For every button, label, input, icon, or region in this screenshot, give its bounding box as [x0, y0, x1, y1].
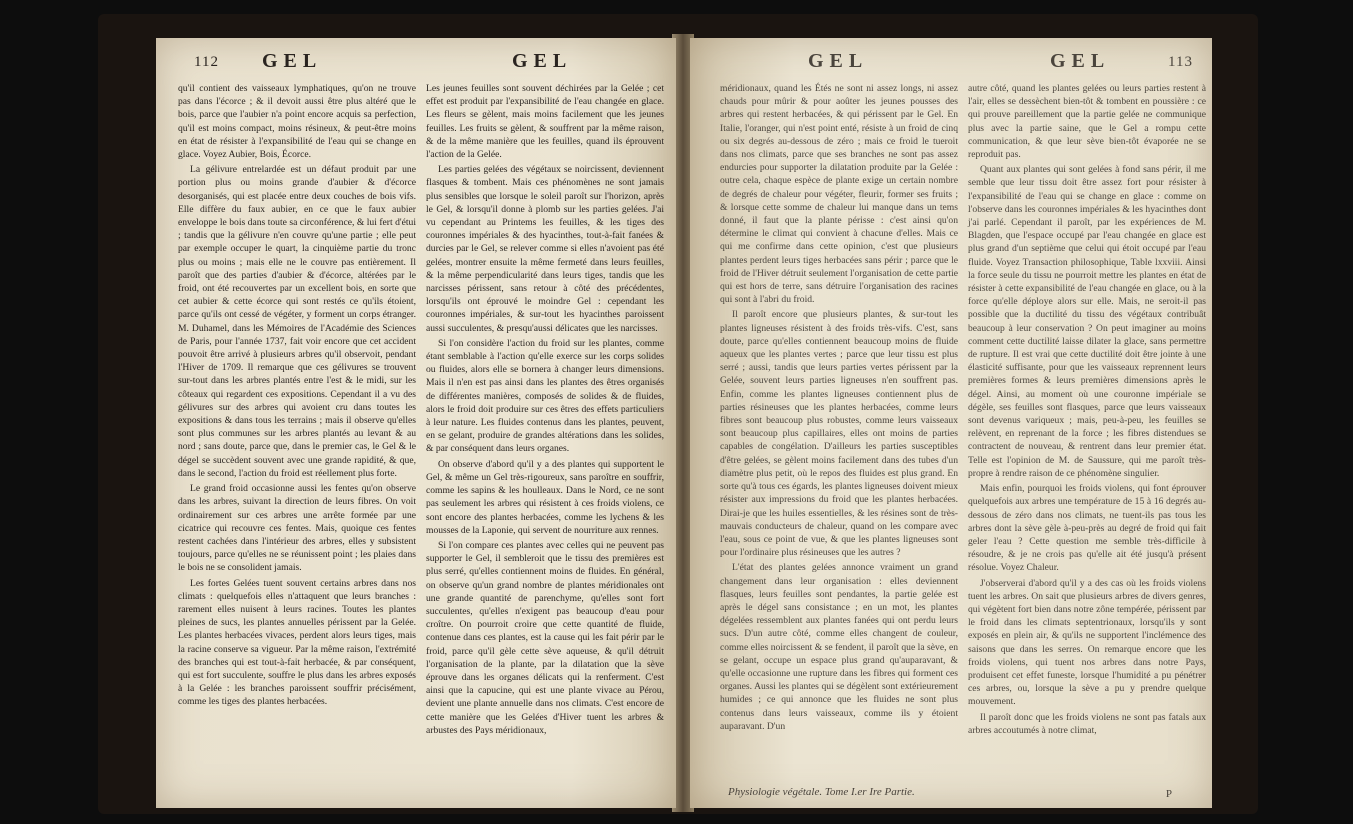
left-running-head	[156, 50, 676, 76]
left-head-right: GEL	[512, 50, 573, 72]
left-column-2	[426, 82, 664, 739]
signature-mark: P	[1165, 788, 1172, 800]
paragraph: Les jeunes feuilles sont souvent déchirées par la Gelée ; cet effet est produit par l'expansibilité de l'eau changée en glace. Les fleurs se gèlent, mais moins facilement que les jeunes feuilles. Les fruits se gèlent, & souffrent par la même raison, & de la même manière que les feuilles, quand ils éprouvent l'action de la Gelée.	[426, 83, 664, 161]
left-column-1	[178, 82, 416, 711]
paragraph: Il paroît donc que les froids violens ne sont pas fatals aux arbres accoutumés à notre climat,	[968, 711, 1206, 736]
paragraph: Le grand froid occasionne aussi les fentes qu'on observe dans les arbres, suivant la direction de leurs fibres. On voit ordinairement sur ces arbres une arrête formée par une cicatrice qui recouvre ces fentes. Mais, quoique ces fentes restent cachées dans l'intérieur des arbres, elles y subsistent toujours, parce qu'elles ne se réunissent point ; les plaies dans le bois ne se consolident jamais.	[178, 483, 416, 574]
paragraph: Si l'on considère l'action du froid sur les plantes, comme étant semblable à l'action qu'elle exerce sur les corps solides ou fluides, alors elle se bornera à changer leurs dimensions. Mais il n'en est pas ainsi dans les plantes des êtres organisés de différentes manières, composés de solides & de fluides, alors le froid doit produire sur ces êtres des effets particuliers à leur nature. Les fluides contenus dans les plantes, peuvent, en se gelant, produire de grandes altérations dans les solides, & par conséquent dans leurs organes.	[426, 337, 664, 455]
paragraph: Il paroît encore que plusieurs plantes, & sur-tout les plantes ligneuses résistent à des froids très-vifs. C'est, sans doute, parce qu'elles contiennent beaucoup moins de fluide aqueux que les plantes vertes ; parce que leur tissu est plus serré ; aussi, tandis que leurs parties vertes périssent par la Gelée, souvent leurs parties ligneuses n'en souffrent pas. Enfin, comme les plantes ligneuses contiennent plus de parties résineuses que les plantes herbacées, comme leurs fibres sont beaucoup plus robustes, comme leurs vaisseaux sont beaucoup plus capillaires, elles ont moins de parties capables de congélation. D'ailleurs les parties susceptibles d'être gelées, se gèlent moins facilement dans des tubes d'un diamètre plus petit, où le repos des fluides est plus grand. En sorte qu'à tous ces égards, les plantes ligneuses doivent mieux résister aux impressions du froid que les plantes herbacées. Dirai-je que les huiles essentielles, & les résines sont de très-mauvais conducteurs de chaleur, quand on les compare avec l'eau, sous ce point de vue, & que les plantes ligneuses sont pour l'ordinaire plus résineuses que les autres ?	[720, 309, 958, 559]
paragraph: Les parties gelées des végétaux se noircissent, deviennent flasques & tombent. Mais ces phénomènes ne sont jamais plus sensibles que lorsque le soleil paroît sur l'horizon, après le Gel, & lorsqu'il donne à plomb sur les parties gelées. J'ai vu cependant au Printems les feuilles, & les tiges des couronnes impériales & des hyacinthes, tout-à-fait fanées & durcies par le Gel, se relever comme si elles n'avoient pas été gelées, montrer ensuite la même fermeté dans leurs feuilles, & la même perpendicularité dans leurs tiges, tandis que les narcisses périssent, sans retour à côté des précédentes, lorsqu'ils ont éprouvé le moindre Gel : cependant les couronnes impériales, & sur-tout les hyacinthes paroissent aussi succulentes, & presqu'aussi délicates que les narcisses.	[426, 164, 664, 334]
right-column-2	[968, 82, 1206, 739]
paragraph: Les fortes Gelées tuent souvent certains arbres dans nos climats : quelquefois elles n'attaquent que leurs branches : rarement elles nuisent à leurs racines. Toutes les plantes pleines de sucs, les plantes annuelles périssent par la Gelée. Les plantes herbacées vivaces, perdent alors leurs tiges, mais la racine conserve sa vigueur. Par la même raison, l'extrémité des branches qui est tout-à-fait herbacée, & par conséquent, qui est fort succulente, souffre le plus dans les arbres exposés à la Gelée : les branches paroissent souffrir précisément, comme les tiges des plantes herbacées.	[178, 577, 416, 708]
paragraph: On observe d'abord qu'il y a des plantes qui supportent le Gel, & même un Gel très-rigoureux, sans paroître en souffrir, comme les sapins & les houlleaux. Dans le Nord, ce ne sont pas seulement les arbres qui résistent à ces froids violens, ce sont encore des plantes herbacées, comme les lychens & les mousses de la Laponie, qui servent de nourriture aux rennes.	[426, 458, 664, 536]
book-spread	[98, 14, 1258, 814]
paragraph: autre côté, quand les plantes gelées ou leurs parties restent à l'air, elles se dessèchent bien-tôt & tombent en poussière : ce qui prouve pareillement que la partie gelée ne communique plus avec la partie saine, que le Gel a rompu cette communication, & que leur sève bien-tôt évaporée ne se reproduit pas.	[968, 83, 1206, 161]
left-head-left: GEL	[262, 50, 323, 72]
page-footer: Physiologie végétale. Tome I.er Ire Partie.	[728, 786, 915, 798]
right-page-number: 113	[1168, 54, 1193, 70]
right-page	[690, 38, 1212, 808]
left-page	[156, 38, 676, 808]
paragraph: méridionaux, quand les Étés ne sont ni assez longs, ni assez chauds pour mûrir & pour aoûter les jeunes pousses des arbres qui restent herbacées, & qui périssent par le Gel. En Italie, l'oranger, qui n'est point enté, résiste à un froid de cinq ou six degrés au-dessous de zéro ; mais ce froid le tueroit dans nos climats, parce que ses branches ne sont pas assez endurcies pour supporter la dilatation produite par la Gelée : outre cela, chaque espèce de plante exige un certain nombre de degrés de chaleur pour végéter, fleurir, former ses fruits ; & lorsque cette somme de chaleur lui manque dans un tems donné, il faut que la plante périsse : c'est ainsi qu'on détermine le climat qui convient à chacune d'elles. Mais ce qui me confirme dans cette opinion, c'est que plusieurs plantes perdent leurs tiges herbacées sans périr ; parce que le froid de l'Hiver détruit seulement l'organisation de cette partie qui est hors de terre, sans détruire l'organisation des racines qui sont à l'abri du froid.	[720, 83, 958, 306]
paragraph: qu'il contient des vaisseaux lymphatiques, qu'on ne trouve pas dans l'écorce ; & il devoit aussi être plus altéré que le bois, parce que l'aubier n'a point encore acquis sa perfection, qu'il est moins compact, moins résineux, & peut-être moins en état de résister à l'expansibilité de l'eau qui se change en glace. Voyez Aubier, Bois, Écorce.	[178, 83, 416, 161]
left-page-number: 112	[194, 54, 219, 70]
paragraph: Si l'on compare ces plantes avec celles qui ne peuvent pas supporter le Gel, il sembleroit que le tissu des premières est plus serré, qu'elles contiennent moins de fluides. En général, on observe qu'un grand nombre de plantes méridionales ont une grande quantité de parenchyme, qu'elles sont fort succulentes, qu'elles n'exigent pas beaucoup d'eau pour croître. On pourroit croire que cette quantité de fluide, contenue dans ces plantes, est la cause qui les fait périr par le froid, parce qu'il gèle cette sève aqueuse, & qu'il détruit l'organisation de la plante, par la dilatation que la sève éprouve dans les organes délicats qui la renferment. C'est ainsi que la capucine, qui est une plante vivace au Pérou, devient une plante annuelle dans nos climats. C'est encore de cette manière que les Gelées d'Hiver tuent les arbres & arbustes des Pays méridionaux,	[426, 539, 664, 736]
paragraph: Quant aux plantes qui sont gelées à fond sans périr, il me semble que leur tissu doit être assez fort pour résister à l'expansibilité de l'eau qui se change en glace : comme on l'observe dans les couronnes impériales & les hyacinthes dont j'ai parlé. Cependant il paroît, par les expériences de M. Blagden, que l'espace occupé par l'eau changée en glace est plus grand d'un septième que celui qui étoit occupé par l'eau fluide. Voyez Transaction philosophique, Table lxxviii. Ainsi la force seule du tissu ne pourroit mettre les plantes en état de résister à cette expansibilité de l'eau changée en glace, ou à la force qu'elle déploye alors sur elle. Mais, ne seroit-il pas possible que la ductilité du tissu des végétaux contribuât beaucoup à leur conservation ? On peut imaginer au moins comment cette ductilité laisse dilater la glace, sans permettre de rupture. Il est vrai que cette ductilité doit être jointe à une élasticité suffisante, pour que les vaisseaux reprennent leurs premières formes & leurs premières dimensions après le dégel. Ainsi, au moment où une couronne impériale se dégèle, ses feuilles sont flasques, parce que leurs vaisseaux sont devenus variqueux ; mais, peu-à-peu, les feuilles se relèvent, en reprenant de la force ; les fibres distendues se contractent de nouveau, & rentrent dans leur premier état. Telle est l'opinion de M. de Saussure, qui me paroît très-propre à rendre raison de ce phénomène singulier.	[968, 164, 1206, 479]
right-running-head	[690, 50, 1212, 76]
paragraph: La gélivure entrelardée est un défaut produit par une portion plus ou moins grande d'aubier & d'écorce desorganisés, qui est placée entre deux couches de bois vifs. Elle diffère du faux aubier, en ce que le faux aubier enveloppe le bois dans toute sa circonférence, & lui fert d'étui ; tandis que la gélivure n'en couvre qu'une partie ; elle peut par exemple occuper le quart, la cinquième partie du tronc plus ou moins ; mais elle ne le couvre pas entièrement. Il paroît que des parties d'aubier & d'écorce, altérées par le froid, ont été recouvertes par un excellent bois, en sorte que cet aubier & cette écorce qui sont restés ce qu'ils étoient, parce qu'ils ont cessé de végéter, y forment un corps étranger. M. Duhamel, dans les Mémoires de l'Académie des Sciences de Paris, pour l'année 1737, fait voir encore que cet accident pouvoit être arrivé à plusieurs arbres qu'il observoit, pendant l'Hiver de 1709. Il remarque que ces gélivures se trouvent sur-tout dans les arbres plantés entre l'est & le midi, sur les côteaux qui regardent ces expositions. Cependant il a vu des gélivures sur des arbres qui avoient cru dans toutes les expositions & dans tous les terrains ; mais il observe qu'elles sont plus communes sur les arbres plantés au levant & au nord ; sans doute, parce que, dans le premier cas, le Gel & le dégel se succèdent souvent avec une grande rapidité, & que, dans le second, l'action du froid est réellement plus forte.	[178, 164, 416, 479]
paragraph: L'état des plantes gelées annonce vraiment un grand changement dans leur organisation : elles deviennent flasques, leurs feuilles sont pendantes, la partie gelée est après le dégel sans consistance ; en un mot, les plantes dégelées ressemblent aux plantes fanées qui ont perdu leurs sucs. D'un autre côté, comme elles changent de couleur, comme elles noircissent & se fendent, il paroît que la sève, en se gelant, occupe un espace plus grand qu'auparavant, & qu'elle occasionne une rupture dans les fibres qui forment ces organes. Aussi les plantes qui se dégèlent sont extérieurement humides ; ce qui annonce que les fluides ne sont plus contenus dans leurs vaisseaux, comme ils y étoient auparavant. D'un	[720, 562, 958, 732]
paragraph: J'observerai d'abord qu'il y a des cas où les froids violens tuent les arbres. On sait que plusieurs arbres de divers genres, qui végètent fort bien dans notre zône tempérée, périssent par le froid dans les climats septentrionaux, lorsqu'ils y sont exposés en plein air, & qu'ils ne supportent l'inclémence des saisons que dans les serres. On remarque encore que les froids violens, qui tuent nos arbres dans notre Pays, produisent cet effet funeste, lorsque l'humidité a pu pénétrer ces arbres, ou, lorsque la sève a pu y prendre quelque mouvement.	[968, 577, 1206, 708]
right-column-1	[720, 82, 958, 735]
right-head-left: GEL	[808, 50, 869, 72]
paragraph: Mais enfin, pourquoi les froids violens, qui font éprouver quelquefois aux arbres une température de 15 à 16 degrés au-dessous de zéro dans nos climats, ne tuent-ils pas tous les arbres dont la sève gèle à-peu-près au degré de froid qui fait geler l'eau ? Cette question me semble très-difficile à résoudre, & je ne crois pas qu'elle ait été jusqu'à présent résolue. Voyez Chaleur.	[968, 483, 1206, 574]
right-head-right: GEL	[1050, 50, 1111, 72]
